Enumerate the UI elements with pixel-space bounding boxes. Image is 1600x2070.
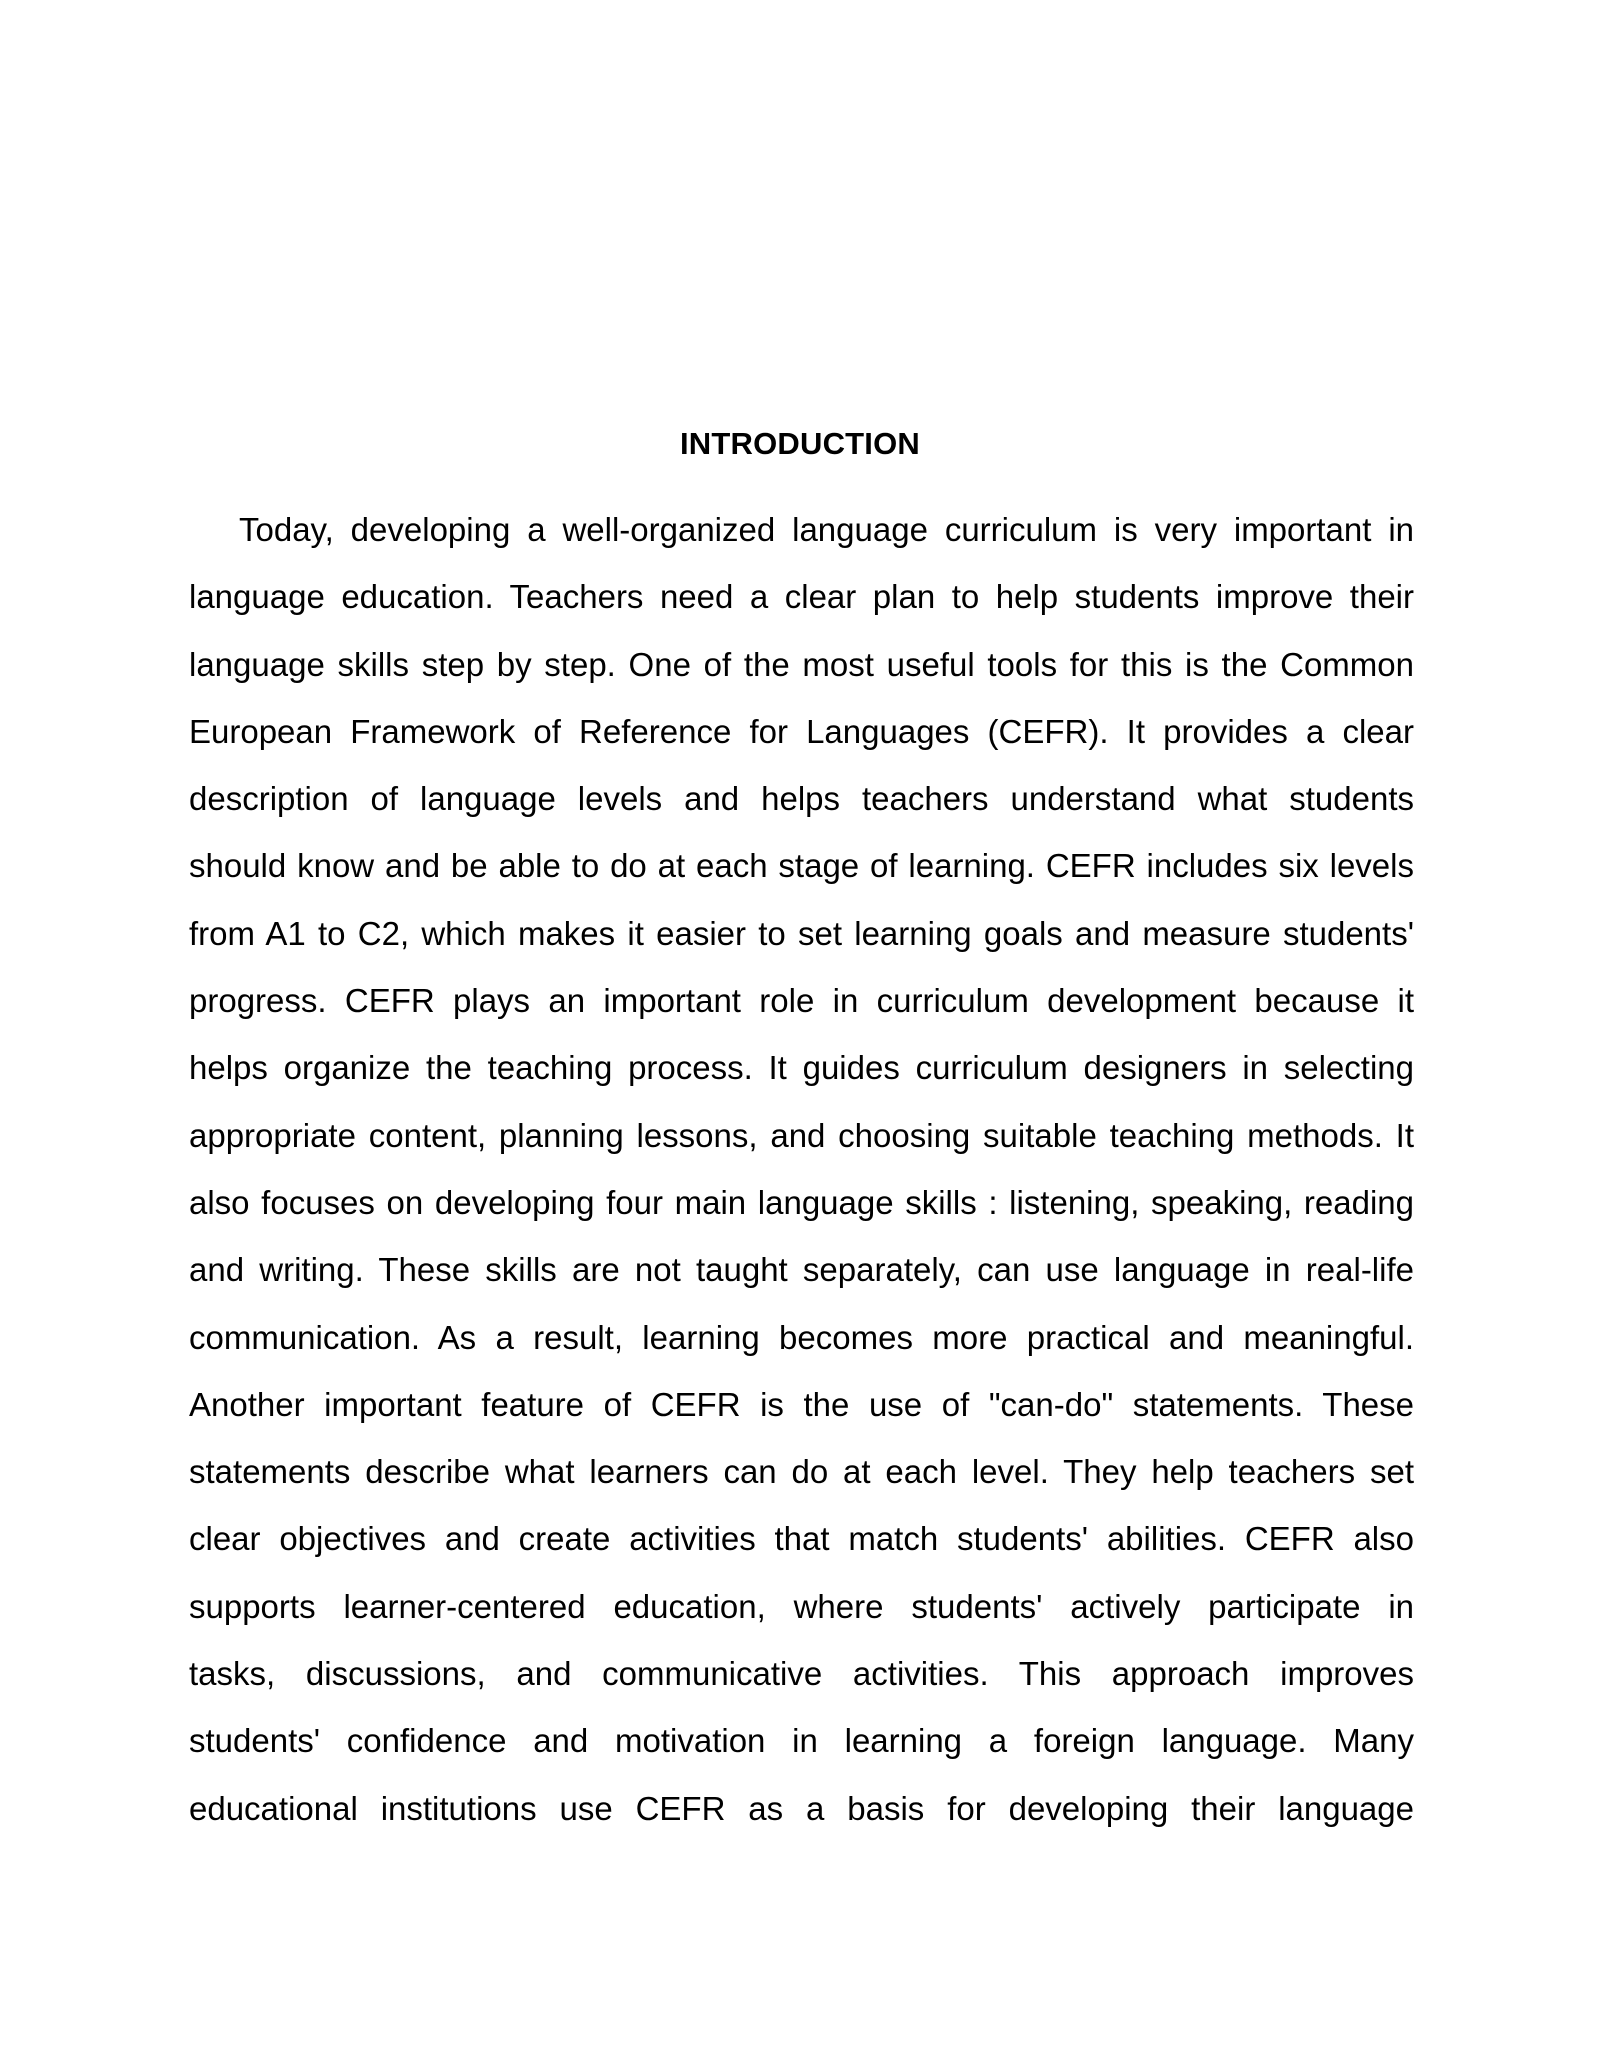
paragraph-line: from A1 to C2, which makes it easier to set learning goals and measure students' [189,914,1414,952]
paragraph-line: description of language levels and helps teachers understand what students [189,780,1414,818]
paragraph-line: also focuses on developing four main language skills : listening, speaking, reading [189,1183,1414,1221]
paragraph-line: language education. Teachers need a clear plan to help students improve their [189,578,1414,616]
paragraph-line: supports learner-centered education, where students' actively participate in [189,1587,1414,1625]
paragraph-line: helps organize the teaching process. It guides curriculum designers in selecting [189,1049,1414,1087]
paragraph-line: progress. CEFR plays an important role in curriculum development because it [189,982,1414,1020]
paragraph-line: and writing. These skills are not taught separately, can use language in real-life [189,1251,1414,1289]
paragraph-line: educational institutions use CEFR as a basis for developing their language [189,1789,1414,1827]
paragraph-line: Today, developing a well-organized language curriculum is very important in [239,511,1414,548]
paragraph-line: clear objectives and create activities that match students' abilities. CEFR also [189,1520,1414,1558]
section-heading: INTRODUCTION [679,426,921,461]
paragraph-line: appropriate content, planning lessons, and choosing suitable teaching methods. It [189,1116,1414,1154]
paragraph-line: statements describe what learners can do at each level. They help teachers set [189,1453,1414,1491]
paragraph-line: European Framework of Reference for Languages (CEFR). It provides a clear [189,712,1414,750]
paragraph-line: students' confidence and motivation in learning a foreign language. Many [189,1722,1414,1760]
paragraph-line: tasks, discussions, and communicative activities. This approach improves [189,1655,1414,1693]
body-paragraph [189,496,1414,1842]
paragraph-line: should know and be able to do at each stage of learning. CEFR includes six levels [189,847,1414,885]
paragraph-line: language skills step by step. One of the most useful tools for this is the Common [189,645,1414,683]
paragraph-line: Another important feature of CEFR is the use of "can-do" statements. These [189,1385,1414,1423]
paragraph-line: communication. As a result, learning becomes more practical and meaningful. [189,1318,1414,1356]
